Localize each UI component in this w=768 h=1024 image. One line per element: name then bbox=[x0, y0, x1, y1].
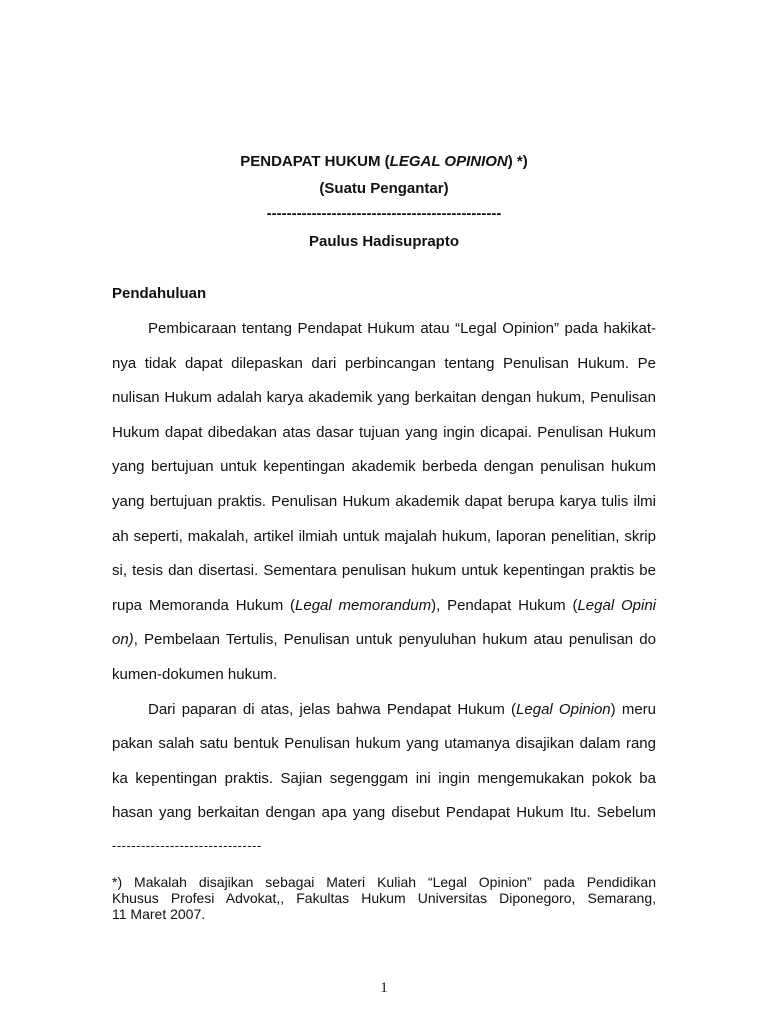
body-line bbox=[112, 389, 656, 407]
footnote-line: *) Makalah disajikan sebagai Materi Kuliah “Legal Opinion” pada Pendidikan bbox=[112, 874, 656, 890]
italic-term: Legal Opinion bbox=[516, 701, 611, 718]
title-text: PENDAPAT HUKUM ( bbox=[240, 153, 390, 170]
body-line bbox=[112, 701, 656, 719]
body-text-segment: ka kepentingan praktis. Sajian segenggam ini ingin mengemukakan pokok ba bbox=[112, 770, 656, 787]
body-line bbox=[112, 424, 656, 442]
italic-term: on) bbox=[112, 631, 134, 648]
page-number: 1 bbox=[380, 980, 388, 996]
body-line bbox=[112, 493, 656, 511]
document-title bbox=[0, 153, 768, 170]
body-line bbox=[112, 528, 656, 546]
body-line bbox=[112, 320, 656, 338]
body-text-segment: ), Pendapat Hukum ( bbox=[431, 597, 578, 614]
body-line bbox=[112, 804, 656, 822]
body-text-segment: hasan yang berkaitan dengan apa yang disebut Pendapat Hukum Itu. Sebelum bbox=[112, 804, 656, 821]
body-line bbox=[112, 735, 656, 753]
body-text-segment: nulisan Hukum adalah karya akademik yang berkaitan dengan hukum, Penulisan bbox=[112, 389, 656, 406]
body-text-segment: Hukum dapat dibedakan atas dasar tujuan yang ingin dicapai. Penulisan Hukum bbox=[112, 424, 656, 441]
document-subtitle: (Suatu Pengantar) bbox=[319, 180, 449, 197]
body-line bbox=[112, 631, 656, 649]
footnote-separator: ------------------------------- bbox=[112, 838, 262, 853]
footnote bbox=[112, 874, 656, 922]
body-text-segment: kumen-dokumen hukum. bbox=[112, 666, 278, 683]
body-text-segment: , Pembelaan Tertulis, Penulisan untuk penyuluhan hukum atau penulisan do bbox=[133, 631, 656, 648]
body-text-segment: Pembicaraan tentang Pendapat Hukum atau “Legal Opinion” pada hakikat- bbox=[148, 320, 656, 337]
title-footnote-mark: ) *) bbox=[507, 153, 528, 170]
body-line bbox=[112, 666, 656, 684]
body-text-segment: yang bertujuan untuk kepentingan akademik berbeda dengan penulisan hukum bbox=[112, 458, 656, 475]
title-italic-text: LEGAL OPINION bbox=[389, 153, 508, 170]
body-text-segment: nya tidak dapat dilepaskan dari perbincangan tentang Penulisan Hukum. Pe bbox=[112, 355, 656, 372]
body-line bbox=[112, 597, 656, 615]
author-name: Paulus Hadisuprapto bbox=[308, 233, 460, 250]
section-heading: Pendahuluan bbox=[112, 285, 207, 302]
body-text-segment: pakan salah satu bentuk Penulisan hukum yang utamanya disajikan dalam rang bbox=[112, 735, 656, 752]
footnote-line: Khusus Profesi Advokat,, Fakultas Hukum Universitas Diponegoro, Semarang, bbox=[112, 890, 656, 906]
body-text-segment: yang bertujuan praktis. Penulisan Hukum akademik dapat berupa karya tulis ilmi bbox=[112, 493, 656, 510]
body-text-segment: Dari paparan di atas, jelas bahwa Pendapat Hukum ( bbox=[148, 701, 517, 718]
body-text-segment: si, tesis dan disertasi. Sementara penulisan hukum untuk kepentingan praktis be bbox=[112, 562, 656, 579]
body-text-segment: rupa Memoranda Hukum ( bbox=[112, 597, 296, 614]
italic-term: Legal memorandum bbox=[295, 597, 432, 614]
body-line bbox=[112, 355, 656, 373]
footnote-line: 11 Maret 2007. bbox=[112, 906, 206, 922]
body-line bbox=[112, 458, 656, 476]
body-text-segment: ) meru bbox=[610, 701, 656, 718]
body-text-segment: ah seperti, makalah, artikel ilmiah untuk majalah hukum, laporan penelitian, skrip bbox=[112, 528, 656, 545]
title-divider: ----------------------------------------------- bbox=[266, 205, 502, 222]
body-line bbox=[112, 770, 656, 788]
body-line bbox=[112, 562, 656, 580]
italic-term: Legal Opini bbox=[577, 597, 656, 614]
